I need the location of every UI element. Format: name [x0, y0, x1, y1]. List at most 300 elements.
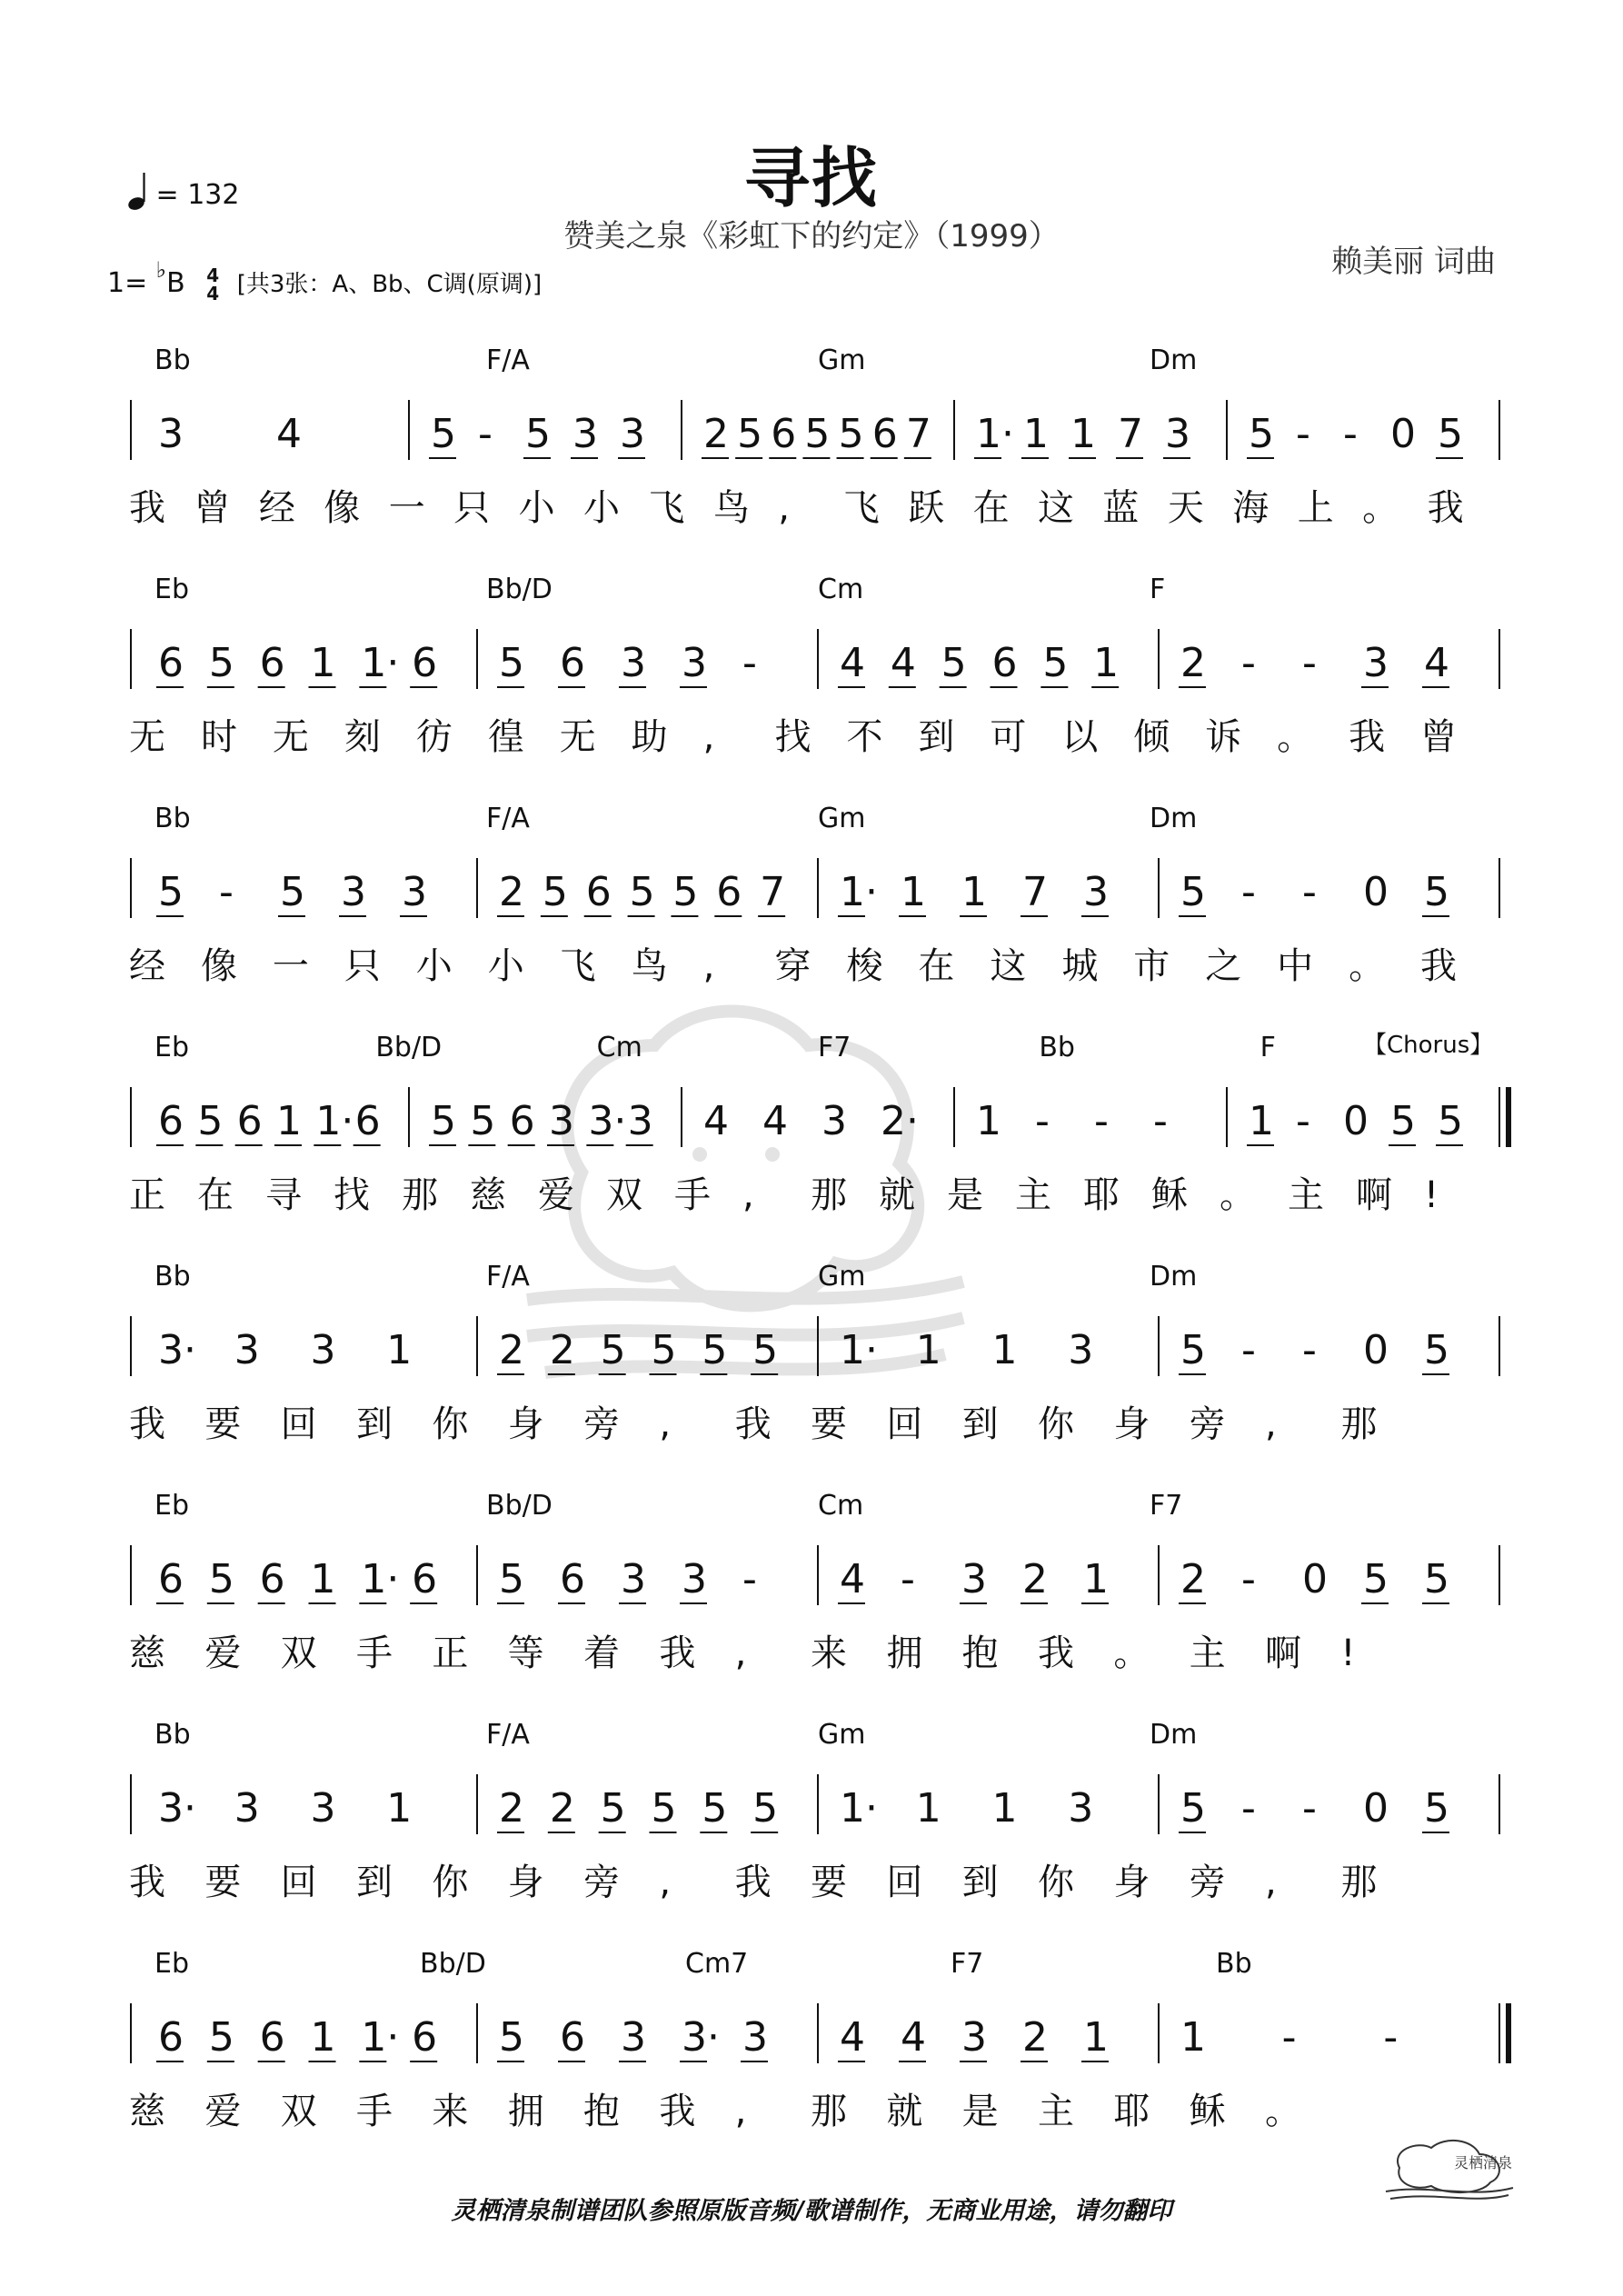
jianpu-note: 1·	[315, 1098, 354, 1144]
lyric-char: 刻	[344, 716, 381, 758]
lyric-char: 梭	[846, 945, 883, 987]
lyric-char: 诉	[1205, 716, 1242, 758]
lyric-char: 那	[1340, 1862, 1378, 1903]
lyric-char: 无	[559, 716, 596, 758]
jianpu-note: 1·	[361, 640, 400, 686]
jianpu-note: 3	[742, 2014, 768, 2061]
lyric-char: 双	[280, 2091, 317, 2132]
jianpu-note: 3	[234, 1327, 260, 1373]
lyric-char: 。	[1265, 2091, 1301, 2132]
lyric-char: 到	[961, 1862, 999, 1903]
chord-symbol: Eb	[154, 1948, 189, 1980]
lyric-char: 可	[990, 716, 1027, 758]
jianpu-note: -	[1281, 2014, 1297, 2061]
chord-symbol: Bb	[1216, 1948, 1252, 1980]
jianpu-note: 5	[197, 1098, 224, 1144]
lyric-char: 拥	[507, 2091, 544, 2132]
jianpu-note: 6	[158, 1098, 184, 1144]
lyric-char: 一	[272, 945, 309, 987]
chord-symbol: Bb/D	[420, 1948, 486, 1980]
lyric-char: 蓝	[1102, 487, 1140, 529]
lyric-char: 飞	[648, 487, 685, 529]
lyric-char: 只	[344, 945, 381, 987]
lyric-char: 我	[734, 1403, 772, 1445]
lyric-char: 慈	[129, 2091, 165, 2132]
lyric-char: 是	[961, 2091, 999, 2132]
jianpu-note: 3	[961, 1556, 987, 1602]
jianpu-note: 0	[1363, 869, 1389, 915]
lyric-char: 回	[280, 1403, 317, 1445]
jianpu-note: 1	[1249, 1098, 1274, 1144]
lyric-char: 助	[631, 716, 668, 758]
jianpu-note: 2	[499, 1785, 524, 1832]
lyric-char: 就	[886, 2091, 923, 2132]
jianpu-note: 3	[682, 640, 707, 686]
jianpu-note: 6	[259, 640, 285, 686]
jianpu-note: 5	[499, 2014, 524, 2061]
key-info: [共3张：A、Bb、C调(原调)]	[236, 271, 543, 298]
lyric-char: 主	[1288, 1174, 1324, 1216]
chord-symbol: Cm	[818, 1490, 864, 1522]
jianpu-note: 6	[585, 869, 612, 915]
lyric-char: 旁	[1189, 1403, 1226, 1445]
jianpu-note: 5	[651, 1327, 677, 1373]
jianpu-note: 3·	[682, 2014, 720, 2061]
jianpu-note: 6	[509, 1098, 535, 1144]
jianpu-note: 6	[158, 1556, 184, 1602]
lyric-char: 我	[129, 487, 165, 529]
jianpu-note: 5	[1180, 869, 1206, 915]
lyric-char: 回	[886, 1862, 923, 1903]
lyric-char: 在	[918, 945, 955, 987]
jianpu-note: 1	[276, 1098, 302, 1144]
jianpu-note: 6	[560, 640, 585, 686]
jianpu-note: 6	[771, 411, 797, 457]
jianpu-note: 5	[499, 1556, 524, 1602]
lyric-char: 爱	[204, 1632, 242, 1674]
jianpu-note: 1	[991, 1785, 1018, 1832]
jianpu-note: 5	[1424, 1785, 1449, 1832]
lyric-char: 啊	[1356, 1174, 1392, 1216]
chord-symbol: F7	[818, 1032, 851, 1063]
jianpu-note: 2	[703, 411, 729, 457]
jianpu-note: 5	[804, 411, 831, 457]
lyric-char: 海	[1232, 487, 1270, 529]
jianpu-note: 1	[991, 1327, 1018, 1373]
jianpu-note: 3	[627, 1098, 653, 1144]
jianpu-note: 5	[838, 411, 864, 457]
time-bottom: 4	[206, 282, 220, 304]
jianpu-note: 3	[1083, 869, 1109, 915]
lyric-char: 稣	[1151, 1174, 1188, 1216]
jianpu-note: 1	[310, 2014, 336, 2061]
jianpu-note: 3·	[588, 1098, 627, 1144]
jianpu-note: 1	[1023, 411, 1049, 457]
chord-symbol: Dm	[1150, 1719, 1198, 1751]
lyric-char: 这	[1038, 487, 1074, 529]
lyric-char: 徨	[487, 716, 524, 758]
lyric-char: 无	[272, 716, 309, 758]
lyric-char: 不	[846, 716, 883, 758]
lyric-char: 只	[453, 487, 491, 529]
lyric-char: 天	[1167, 487, 1204, 529]
jianpu-note: 3	[402, 869, 427, 915]
jianpu-note: 3	[1165, 411, 1190, 457]
jianpu-note: 5	[499, 640, 524, 686]
lyric-char: 像	[324, 487, 361, 529]
jianpu-note: 3	[1068, 1327, 1094, 1373]
lyric-char: 曾	[1420, 716, 1458, 758]
jianpu-note: 3	[158, 411, 184, 457]
lyric-char: 小	[518, 487, 555, 529]
chord-symbol: F7	[1150, 1490, 1183, 1522]
lyric-char: 跃	[908, 487, 945, 529]
jianpu-note: 1	[1083, 1556, 1109, 1602]
lyric-char: ,	[778, 487, 791, 529]
lyric-char: 小	[415, 945, 453, 987]
lyric-char: 那	[811, 1174, 847, 1216]
lyric-char: 抱	[583, 2091, 620, 2132]
chord-symbol: F/A	[486, 344, 530, 376]
lyric-char: 飞	[842, 487, 880, 529]
lyric-char: 城	[1061, 945, 1099, 987]
lyric-char: 要	[811, 1862, 847, 1903]
lyric-char: 主	[1015, 1174, 1051, 1216]
chord-symbol: F	[1260, 1032, 1276, 1063]
jianpu-note: 0	[1390, 411, 1416, 457]
jianpu-note: 2	[1022, 1556, 1048, 1602]
jianpu-note: 5	[600, 1327, 626, 1373]
lyric-char: 正	[129, 1174, 165, 1216]
jianpu-note: 1·	[361, 2014, 400, 2061]
chord-symbol: Eb	[154, 574, 189, 605]
lyric-char: 主	[1038, 2091, 1074, 2132]
lyric-char: 我	[659, 2091, 696, 2132]
jianpu-note: 5	[1438, 411, 1463, 457]
jianpu-note: 4	[276, 411, 302, 457]
lyric-char: 。	[1277, 716, 1314, 758]
lyric-char: 。	[1362, 487, 1399, 529]
jianpu-note: -	[1302, 1785, 1317, 1832]
lyric-char: 鸟	[712, 487, 750, 529]
song-title: 寻找	[743, 140, 879, 216]
lyric-char: 啊	[1265, 1632, 1301, 1674]
lyric-char: 飞	[559, 945, 596, 987]
lyric-char: 你	[432, 1403, 469, 1445]
lyric-char: 我	[1427, 487, 1464, 529]
lyric-char: 来	[432, 2091, 469, 2132]
lyric-char: 一	[388, 487, 425, 529]
jianpu-note: -	[901, 1556, 915, 1602]
lyric-char: ,	[1265, 1862, 1277, 1903]
lyric-char: 来	[811, 1632, 847, 1674]
chord-symbol: F/A	[486, 1261, 530, 1293]
lyric-char: 。	[1113, 1632, 1150, 1674]
lyric-char: 那	[811, 2091, 847, 2132]
lyric-char: ,	[702, 716, 715, 758]
lamb-logo-icon	[1381, 2131, 1518, 2204]
jianpu-note: 7	[760, 869, 786, 915]
chord-symbol: F	[1150, 574, 1166, 605]
jianpu-note: 2	[499, 1327, 524, 1373]
jianpu-note: 1·	[976, 411, 1014, 457]
jianpu-note: 0	[1363, 1327, 1389, 1373]
lyric-char: 无	[129, 716, 165, 758]
jianpu-note: -	[1302, 640, 1317, 686]
lyric-char: ,	[742, 1174, 754, 1216]
jianpu-note: 6	[716, 869, 742, 915]
chord-symbol: Eb	[154, 1490, 189, 1522]
jianpu-note: 4	[890, 640, 916, 686]
lyric-char: 像	[200, 945, 237, 987]
jianpu-note: 6	[259, 1556, 285, 1602]
jianpu-note: 1·	[840, 1785, 878, 1832]
chord-symbol: Dm	[1150, 803, 1198, 834]
jianpu-note: -	[1035, 1098, 1050, 1144]
lyric-char: 身	[507, 1862, 544, 1903]
lyric-char: 抱	[961, 1632, 999, 1674]
jianpu-note: 2·	[881, 1098, 919, 1144]
lyric-char: 手	[356, 2091, 393, 2132]
jianpu-note: -	[1241, 1785, 1256, 1832]
jianpu-note: 1	[1083, 2014, 1109, 2061]
lyric-char: 之	[1205, 945, 1242, 987]
lyric-char: 倾	[1133, 716, 1170, 758]
lyric-char: 我	[129, 1862, 165, 1903]
song-subtitle: 赞美之泉《彩虹下的约定》（1999）	[563, 218, 1060, 255]
chord-symbol: Cm	[818, 574, 864, 605]
lyric-char: 爱	[204, 2091, 242, 2132]
jianpu-note: 3	[961, 2014, 987, 2061]
jianpu-note: 5	[280, 869, 305, 915]
jianpu-note: 5	[1249, 411, 1274, 457]
jianpu-note: 4	[762, 1098, 788, 1144]
jianpu-note: 4	[703, 1098, 729, 1144]
chord-symbol: Bb	[154, 1261, 191, 1293]
jianpu-note: 2	[499, 869, 524, 915]
jianpu-note: -	[1296, 411, 1310, 457]
jianpu-note: 6	[158, 640, 184, 686]
jianpu-note: 2	[1180, 640, 1206, 686]
jianpu-note: 1	[961, 869, 987, 915]
lyric-char: 等	[507, 1632, 544, 1674]
jianpu-note: 0	[1343, 1098, 1369, 1144]
lyric-char: 彷	[415, 716, 453, 758]
time-top: 4	[206, 264, 220, 286]
jianpu-note: 1	[1070, 411, 1096, 457]
lyric-char: 爱	[538, 1174, 574, 1216]
jianpu-note: 3	[341, 869, 366, 915]
lyric-char: 正	[432, 1632, 469, 1674]
lyric-char: 要	[811, 1403, 847, 1445]
lyric-char: 是	[947, 1174, 983, 1216]
tempo-value: = 132	[155, 179, 240, 211]
chord-symbol: Bb	[154, 1719, 191, 1751]
jianpu-note: 5	[651, 1785, 677, 1832]
lyric-char: ,	[659, 1403, 672, 1445]
lyric-char: 以	[1061, 716, 1099, 758]
lyric-char: 我	[1349, 716, 1386, 758]
jianpu-note: 5	[629, 869, 655, 915]
jianpu-note: 7	[1022, 869, 1048, 915]
lyric-char: 稣	[1189, 2091, 1226, 2132]
lyric-char: 回	[280, 1862, 317, 1903]
jianpu-note: 5	[1390, 1098, 1416, 1144]
jianpu-note: 3	[621, 2014, 646, 2061]
jianpu-note: 3	[620, 411, 645, 457]
lyric-char: 上	[1297, 487, 1334, 529]
lyric-char: 找	[774, 716, 812, 758]
lyric-char: 耶	[1083, 1174, 1120, 1216]
jianpu-note: 3	[621, 640, 646, 686]
chord-symbol: F7	[951, 1948, 984, 1980]
chord-symbol: Bb	[154, 803, 191, 834]
chord-symbol: Bb	[1039, 1032, 1075, 1063]
lyric-char: 我	[659, 1632, 696, 1674]
lyric-char: 旁	[583, 1862, 620, 1903]
jianpu-note: -	[1296, 1098, 1310, 1144]
jianpu-note: 5	[672, 869, 699, 915]
jianpu-note: 1·	[361, 1556, 400, 1602]
jianpu-note: 5	[1180, 1785, 1206, 1832]
jianpu-note: 6	[412, 2014, 438, 2061]
jianpu-note: 1·	[840, 869, 878, 915]
lyric-char: 那	[1340, 1403, 1378, 1445]
composer-credit: 赖美丽 词曲	[1331, 244, 1496, 280]
jianpu-note: 2	[1022, 2014, 1048, 2061]
jianpu-note: -	[1302, 869, 1317, 915]
jianpu-note: 4	[901, 2014, 926, 2061]
jianpu-note: 2	[549, 1327, 575, 1373]
jianpu-note: 6	[560, 2014, 585, 2061]
flat-sign: ♭	[155, 257, 167, 283]
jianpu-note: 5	[525, 411, 551, 457]
jianpu-note: 6	[354, 1098, 381, 1144]
lyric-char: 小	[583, 487, 620, 529]
lyric-char: ,	[1265, 1403, 1277, 1445]
jianpu-note: 6	[236, 1098, 263, 1144]
jianpu-note: 5	[702, 1327, 728, 1373]
jianpu-note: -	[1153, 1098, 1168, 1144]
lyric-char: 到	[356, 1403, 393, 1445]
chord-symbol: Gm	[818, 1719, 866, 1751]
jianpu-note: -	[742, 1556, 757, 1602]
jianpu-note: -	[1302, 1327, 1317, 1373]
chord-symbol: Bb	[154, 344, 191, 376]
lyric-char: 手	[674, 1174, 711, 1216]
lyric-char: 到	[961, 1403, 999, 1445]
lyric-char: 你	[1038, 1403, 1074, 1445]
lyric-char: 要	[204, 1862, 242, 1903]
lyric-char: 鸟	[631, 945, 668, 987]
lyric-char: 我	[1038, 1632, 1074, 1674]
lyric-char: 双	[280, 1632, 317, 1674]
lyric-char: 主	[1189, 1632, 1226, 1674]
jianpu-note: 3	[310, 1327, 336, 1373]
lyric-char: 中	[1277, 945, 1314, 987]
jianpu-note: 3	[682, 1556, 707, 1602]
lyric-char: 我	[1420, 945, 1458, 987]
jianpu-note: 5	[600, 1785, 626, 1832]
jianpu-note: 4	[840, 1556, 865, 1602]
lyric-char: 时	[200, 716, 237, 758]
jianpu-note: 5	[431, 411, 456, 457]
jianpu-note: -	[742, 640, 757, 686]
jianpu-note: 5	[1042, 640, 1069, 686]
lyric-char: 我	[734, 1862, 772, 1903]
jianpu-note: 3	[621, 1556, 646, 1602]
jianpu-note: 5	[158, 869, 184, 915]
lyric-char: 旁	[583, 1403, 620, 1445]
lyric-char: 。	[1349, 945, 1386, 987]
jianpu-note: 6	[412, 640, 438, 686]
jianpu-note: 5	[470, 1098, 496, 1144]
chorus-label: 【Chorus】	[1363, 1032, 1494, 1059]
chord-symbol: Gm	[818, 803, 866, 834]
jianpu-note: 3	[1363, 640, 1389, 686]
jianpu-note: -	[1343, 411, 1358, 457]
lyric-char: ,	[734, 1632, 747, 1674]
jianpu-note: 1	[386, 1327, 413, 1373]
lyric-char: 要	[204, 1403, 242, 1445]
jianpu-note: 5	[737, 411, 763, 457]
lyric-char: 我	[129, 1403, 165, 1445]
key-prefix: 1=	[107, 267, 148, 299]
chord-symbol: F/A	[486, 803, 530, 834]
jianpu-note: 0	[1363, 1785, 1389, 1832]
jianpu-note: 3·	[158, 1785, 196, 1832]
jianpu-note: 3	[573, 411, 598, 457]
jianpu-note: 1	[915, 1785, 941, 1832]
jianpu-note: 5	[208, 2014, 234, 2061]
lyric-char: 慈	[470, 1174, 506, 1216]
lyric-char: 在	[197, 1174, 234, 1216]
lyric-char: 拥	[886, 1632, 923, 1674]
lyric-char: 你	[432, 1862, 469, 1903]
lyric-char: 在	[972, 487, 1010, 529]
lyric-char: 着	[583, 1632, 620, 1674]
copyright-footer: 灵栖清泉制谱团队参照原版音频/歌谱制作，无商业用途，请勿翻印	[451, 2197, 1172, 2225]
jianpu-note: 4	[840, 640, 865, 686]
lyric-char: ,	[702, 945, 715, 987]
lyric-char: 双	[606, 1174, 642, 1216]
jianpu-note: 1	[1093, 640, 1120, 686]
lyric-char: !	[1424, 1174, 1439, 1216]
lyric-char: 到	[918, 716, 955, 758]
jianpu-note: 5	[1438, 1098, 1463, 1144]
jianpu-note: 6	[412, 1556, 438, 1602]
chord-symbol: Cm	[596, 1032, 642, 1063]
jianpu-note: 1	[310, 1556, 336, 1602]
lyric-char: 穿	[774, 945, 812, 987]
jianpu-note: 2	[1180, 1556, 1206, 1602]
jianpu-note: -	[1241, 640, 1256, 686]
lyric-char: 寻	[265, 1174, 302, 1216]
jianpu-note: -	[219, 869, 234, 915]
jianpu-note: 1	[386, 1785, 413, 1832]
jianpu-note: 5	[1424, 1327, 1449, 1373]
lyric-char: 身	[1113, 1403, 1150, 1445]
jianpu-note: 5	[941, 640, 967, 686]
jianpu-note: -	[1094, 1098, 1109, 1144]
jianpu-note: 1·	[840, 1327, 878, 1373]
jianpu-note: 5	[1424, 1556, 1449, 1602]
lyric-char: 。	[1220, 1174, 1256, 1216]
jianpu-note: 7	[905, 411, 931, 457]
jianpu-note: 5	[752, 1785, 779, 1832]
chord-symbol: Bb/D	[486, 574, 553, 605]
lyric-char: 这	[990, 945, 1027, 987]
